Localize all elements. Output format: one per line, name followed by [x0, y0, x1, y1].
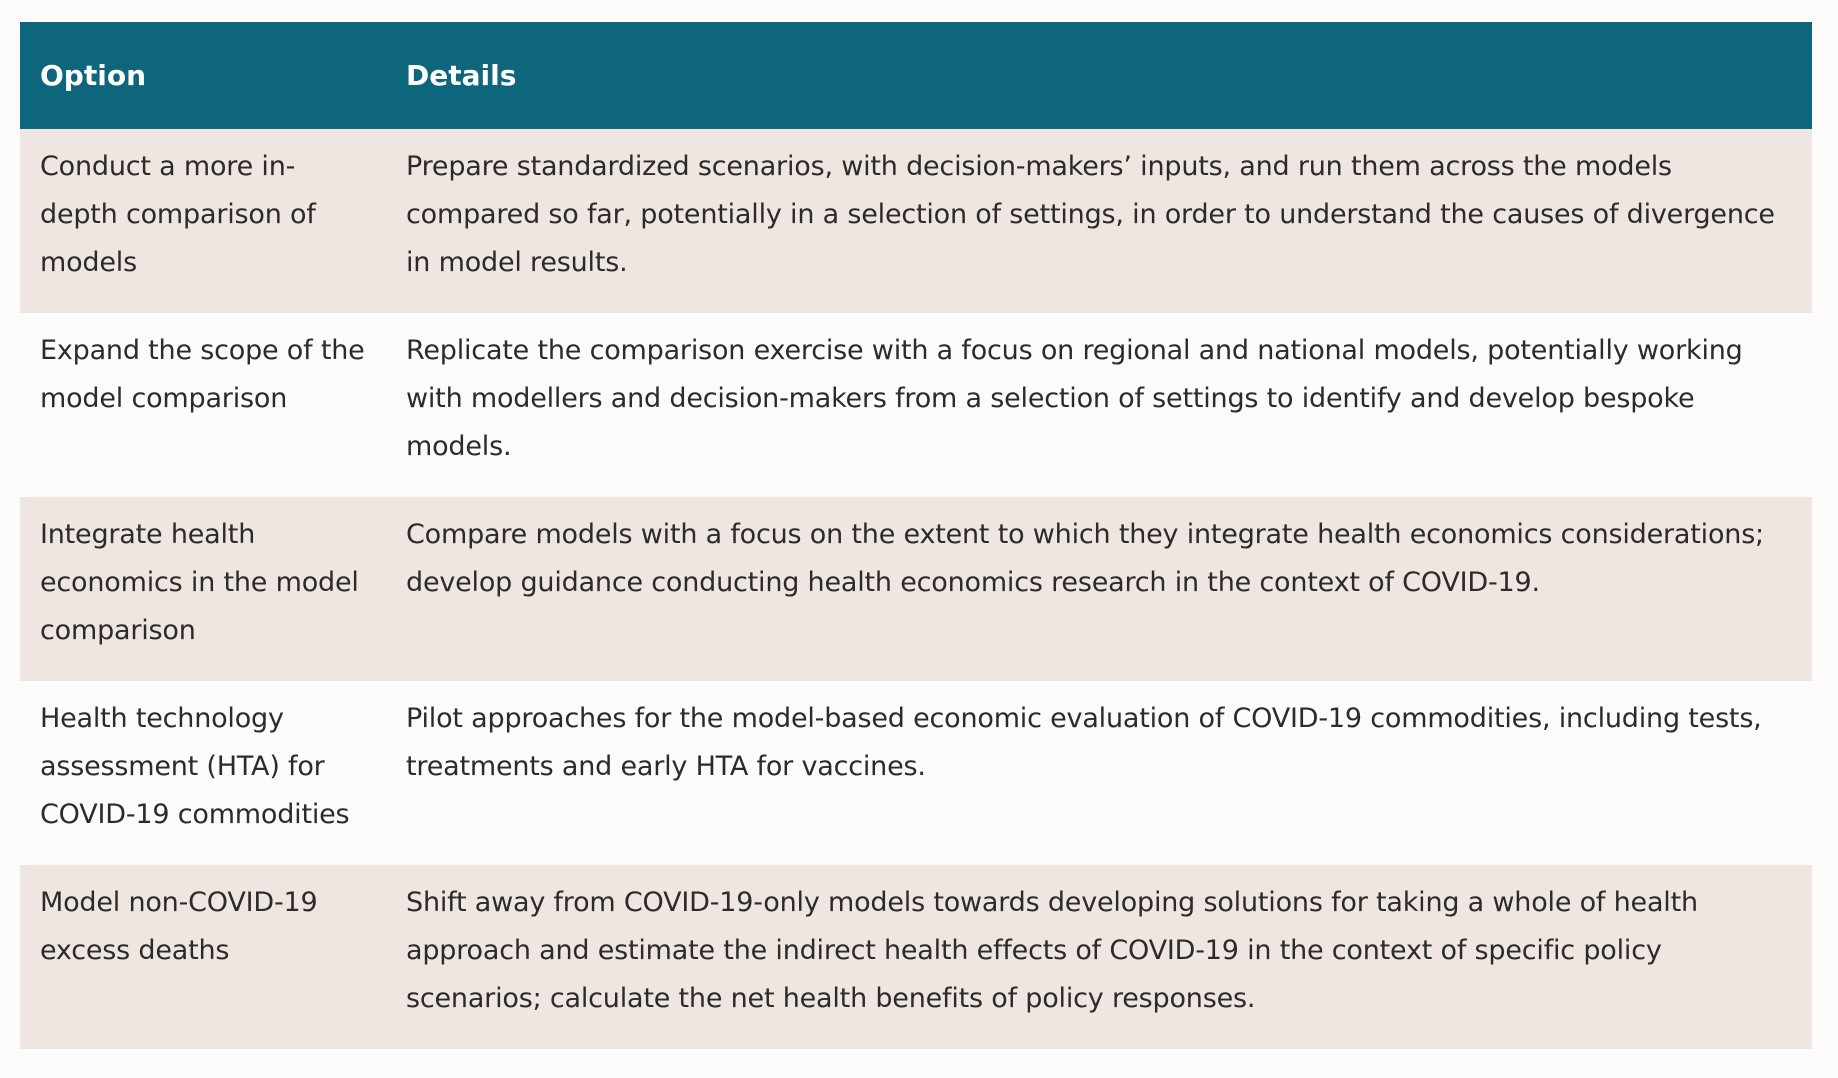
option-cell: Model non-COVID-19 excess deaths [40, 887, 318, 966]
table-row [20, 129, 1812, 313]
table-row [20, 497, 1812, 681]
option-cell: Integrate health economics in the model comparison [40, 519, 359, 646]
header-row [20, 22, 1812, 129]
option-cell: Conduct a more in-depth comparison of models [40, 151, 316, 278]
option-cell: Health technology assessment (HTA) for COVID-19 commodities [40, 703, 350, 830]
option-cell: Expand the scope of the model comparison [40, 335, 365, 414]
details-cell: Replicate the comparison exercise with a focus on regional and national models, potentially working with modellers and decision-makers from a selection of settings to identify and develop bespoke models. [406, 335, 1743, 462]
table-row [20, 865, 1812, 1049]
header-details: Details [406, 59, 517, 92]
details-cell: Compare models with a focus on the extent to which they integrate health economics considerations; develop guidance conducting health economics research in the context of COVID-19. [406, 519, 1764, 598]
table-body [20, 129, 1812, 1049]
details-cell: Shift away from COVID-19-only models towards developing solutions for taking a whole of health approach and estimate the indirect health effects of COVID-19 in the context of specific policy scenarios; calculate the net health benefits of policy responses. [406, 887, 1698, 1014]
header-option: Option [40, 59, 146, 92]
table-header [20, 22, 1812, 129]
table-row [20, 681, 1812, 865]
table-row [20, 313, 1812, 497]
options-table-container [20, 22, 1812, 1049]
details-cell: Prepare standardized scenarios, with decision-makers’ inputs, and run them across the models compared so far, potentially in a selection of settings, in order to understand the causes of divergence in model results. [406, 151, 1775, 278]
details-cell: Pilot approaches for the model-based economic evaluation of COVID-19 commodities, including tests, treatments and early HTA for vaccines. [406, 703, 1762, 782]
options-table [20, 22, 1812, 1049]
